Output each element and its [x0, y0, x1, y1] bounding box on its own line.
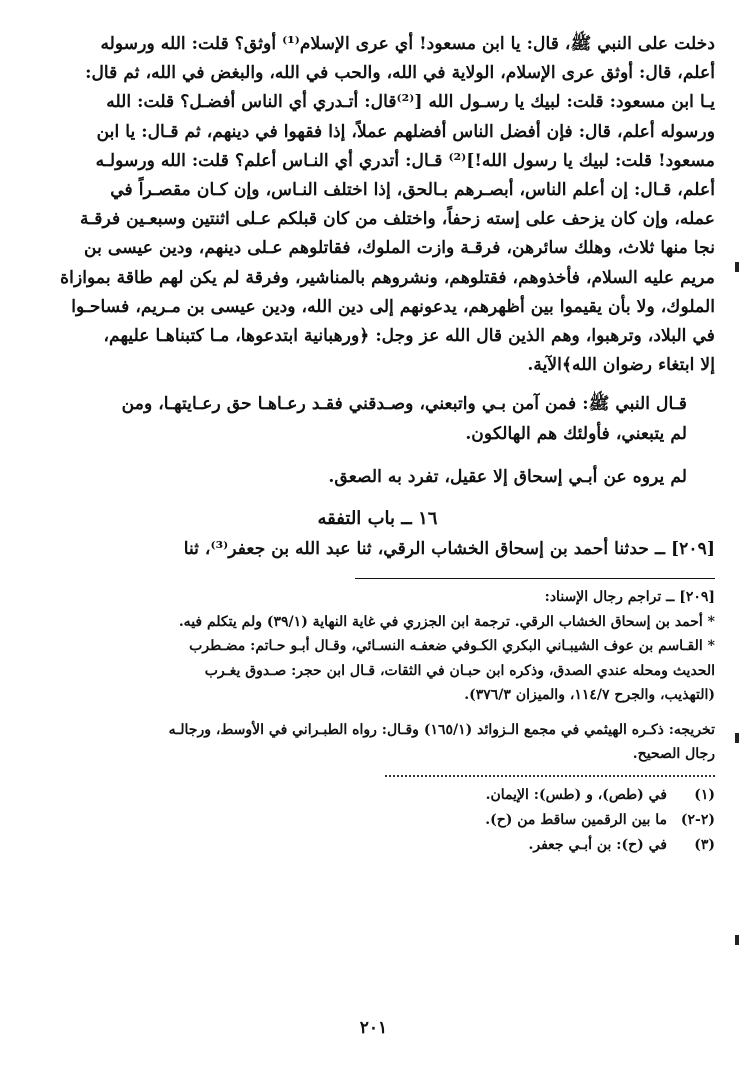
notes-heading: [٢٠٩] ــ تراجم رجال الإسناد:	[544, 589, 715, 606]
text-line: لم يتبعني، فأولئك هم الهالكون.	[465, 423, 687, 444]
note-line: رجال الصحيح.	[632, 746, 715, 763]
hadith-body-paragraph	[40, 30, 715, 380]
footnote-item	[40, 833, 715, 858]
note-line: تخريجه: ذكـره الهيثمي في مجمع الـزوائد (١٦٥/١) وقـال: رواه الطبـراني في الأوسط، ورجالـه	[168, 721, 715, 738]
text-line: عمله، وإن كان يزحف على إسته زحفاً، واختلف من كان قبلكم عـلى اثنتين وسبعـين فرقـة	[80, 209, 715, 230]
text-line: مسعود! قلت: لبيك يا رسول الله!]⁽²⁾ قـال: أتدري أي النـاس أعلم؟ قلت: الله ورسولـه	[95, 150, 715, 171]
prophet-saying-paragraph	[40, 390, 715, 448]
footnote-number: (٣)	[694, 836, 715, 853]
text-line: ورسوله أعلم، قال: فإن أفضل الناس أفضلهم عملاً، إذا فقهوا في دينهم، ثم قـال: يا ابن	[96, 121, 715, 142]
footnote-item	[40, 783, 715, 808]
hadith-isnad-start: [٢٠٩] ــ حدثنا أحمد بن إسحاق الخشاب الرقي، ثنا عبد الله بن جعفر⁽³⁾، ثنا	[183, 539, 715, 560]
text-line: أعلم، قـال: إن أعلم الناس، أبصـرهم بـالحق، إذا اختلف النـاس، وإن كـان مقصـراً في	[110, 180, 715, 201]
text-line: إلا ابتغاء رضوان الله﴾الآية.	[527, 355, 715, 376]
footnote-text: في (طص)، و (طس): الإيمان.	[485, 786, 667, 803]
note-line: (التهذيب، والجرح ١١٤/٧، والميزان ٣٧٦/٣).	[464, 687, 715, 704]
text-line: قـال النبي ﷺ: فمن آمن بـي واتبعني، وصـدقني فقـد رعـاهـا حق رعـايتهـا، ومن	[121, 394, 687, 415]
dotted-separator	[385, 775, 715, 777]
scan-edge-mark	[735, 935, 739, 945]
narrator-biographies	[40, 585, 715, 708]
footnote-number: (١)	[694, 786, 715, 803]
text-line: في البلاد، وترهبوا، وهم الذين قال الله عز وجل: ﴿ورهبانية ابتدعوها، مـا كتبناهـا عليهم،	[103, 326, 715, 347]
chapter-heading: ١٦ ــ باب التفقه	[317, 508, 438, 530]
footnote-number: (٢-٢)	[680, 811, 715, 828]
scan-edge-mark	[735, 733, 739, 743]
footnote-separator	[355, 578, 715, 579]
note-line: الحديث ومحله عندي الصدق، وذكره ابن حبـان في الثقات، قـال ابن حجر: صـدوق يغـرب	[204, 662, 715, 679]
note-line: * أحمد بن إسحاق الخشاب الرقي. ترجمة ابن الجزري في غاية النهاية (٣٩/١) ولم يتكلم فيه.	[178, 613, 715, 630]
text-line: أعلم، قال: أوثق عرى الإسلام، الولاية في الله، والحب في الله، والبغض في الله، ثم قال:	[85, 63, 715, 84]
takhrij-note	[40, 718, 715, 767]
page-number: ٢٠١	[359, 1018, 388, 1038]
text-line: دخلت على النبي ﷺ، قال: يا ابن مسعود! أي عرى الإسلام⁽¹⁾ أوثق؟ قلت: الله ورسوله	[100, 34, 715, 54]
narration-note: لم يروه عن أبـي إسحاق إلا عقيل، تفرد به الصعق.	[328, 466, 687, 487]
footnotes-list	[40, 783, 715, 858]
text-line: يـا ابن مسعود: قلت: لبيك يا رسـول الله [⁽²⁾قال: أتـدري أي الناس أفضـل؟ قلت: الله	[106, 92, 715, 113]
book-page	[40, 30, 715, 858]
footnote-text: ما بين الرقمين ساقط من (ح).	[485, 811, 667, 828]
footnote-item	[40, 808, 715, 833]
text-line: مريم عليه السلام، فأخذوهم، فقتلوهم، ونشروهم بالمناشير، وفرقة لم يكن لهم طاقة بموازاة	[60, 267, 715, 288]
text-line: نجا منها ثلاث، وهلك سائرهن، فرقـة وازت الملوك، فقاتلوهم عـلى دينهم، ودين عيسى بن	[84, 238, 715, 259]
text-line: الملوك، ولا بأن يقيموا بين أظهرهم، يدعونهم إلى دين الله، ودين عيسى بن مـريم، فساحـوا	[71, 296, 715, 317]
scan-edge-mark	[735, 262, 739, 272]
note-line: * القـاسم بن عوف الشيبـاني البكري الكـوفي ضعفـه النسـائي، وقـال أبـو حـاتم: مضـطرب	[189, 638, 715, 655]
footnote-text: في (ح): بن أبـي جعفر.	[528, 836, 667, 853]
